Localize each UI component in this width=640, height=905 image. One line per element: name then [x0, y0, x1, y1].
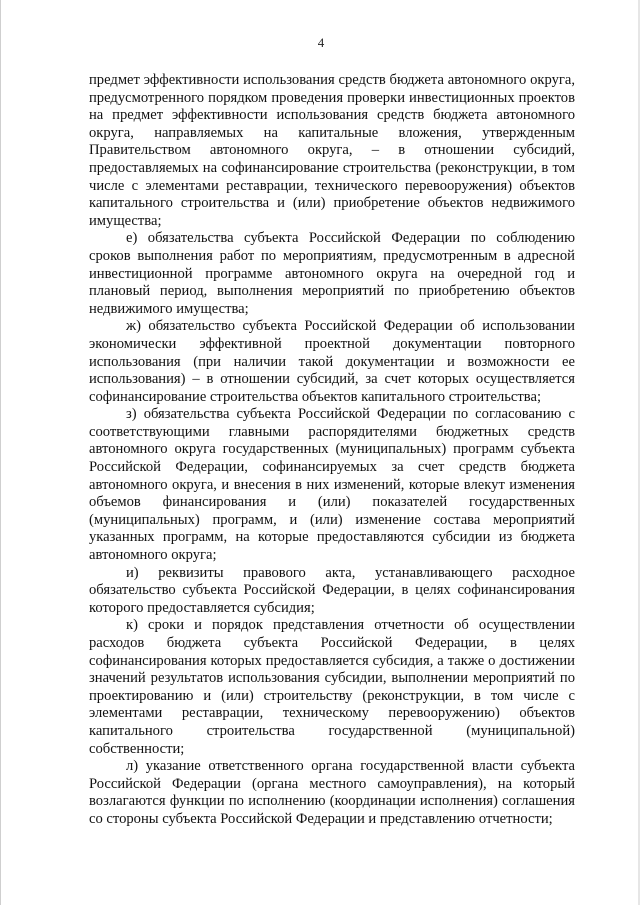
paragraph-item-i: и) реквизиты правового акта, устанавливающего расходное обязательство субъекта Российской Федерации, в целях софинансирования которого предоставляется субсидия;: [89, 564, 575, 616]
paragraph-item-e: е) обязательства субъекта Российской Федерации по соблюдению сроков выполнения работ по мероприятиям, предусмотренным в адресной инвестиционной программе автономного округа на очередной год и плановый период, выполнения мероприятий по приобретению объектов недвижимого имущества;: [89, 230, 575, 317]
paragraph-item-z: з) обязательства субъекта Российской Федерации по согласованию с соответствующими главными распорядителями бюджетных средств автономного округа государственных (муниципальных) программ субъекта Российской Федерации, софинансируемых за счет средств бюджета автономного округа, и внесения в них изменений, которые влекут изменения объемов финансирования и (или) показателей государственных (муниципальных) программ, и (или) изменение состава мероприятий указанных программ, на которые предоставляются субсидии из бюджета автономного округа;: [89, 406, 575, 564]
page-number: 4: [317, 35, 325, 50]
paragraph-item-zh: ж) обязательство субъекта Российской Федерации об использовании экономически эффективной проектной документации повторного использования (при наличии такой документации и возможности ее использования) – в отношении субсидий, за счет которых осуществляется софинансирование строительства объектов капитального строительства;: [89, 318, 575, 405]
paragraph-item-l: л) указание ответственного органа государственной власти субъекта Российской Федерации (органа местного самоуправления), на который возлагаются функции по исполнению (координации исполнения) соглашения со стороны субъекта Российской Федерации и представлению отчетности;: [89, 758, 575, 827]
paragraph-item-k: к) сроки и порядок представления отчетности об осуществлении расходов бюджета субъекта Российской Федерации, в целях софинансирования которых предоставляется субсидия, а также о достижении значений результатов использования субсидии, выполнении мероприятий по проектированию и (или) строительству (реконструкции, в том числе с элементами реставрации, техническому перевооружению) объектов капитального строительства государственной (муниципальной) собственности;: [89, 617, 575, 757]
document-body: [89, 72, 575, 829]
paragraph-continuation: предмет эффективности использования средств бюджета автономного округа, предусмотренного порядком проведения проверки инвестиционных проектов на предмет эффективности использования средств бюджета автономного округа, направляемых на капитальные вложения, утвержденным Правительством автономного округа, – в отношении субсидий, предоставляемых на софинансирование строительства (реконструкции, в том числе с элементами реставрации, технического перевооружения) объектов капитального строительства и (или) приобретение объектов недвижимого имущества;: [89, 72, 575, 229]
